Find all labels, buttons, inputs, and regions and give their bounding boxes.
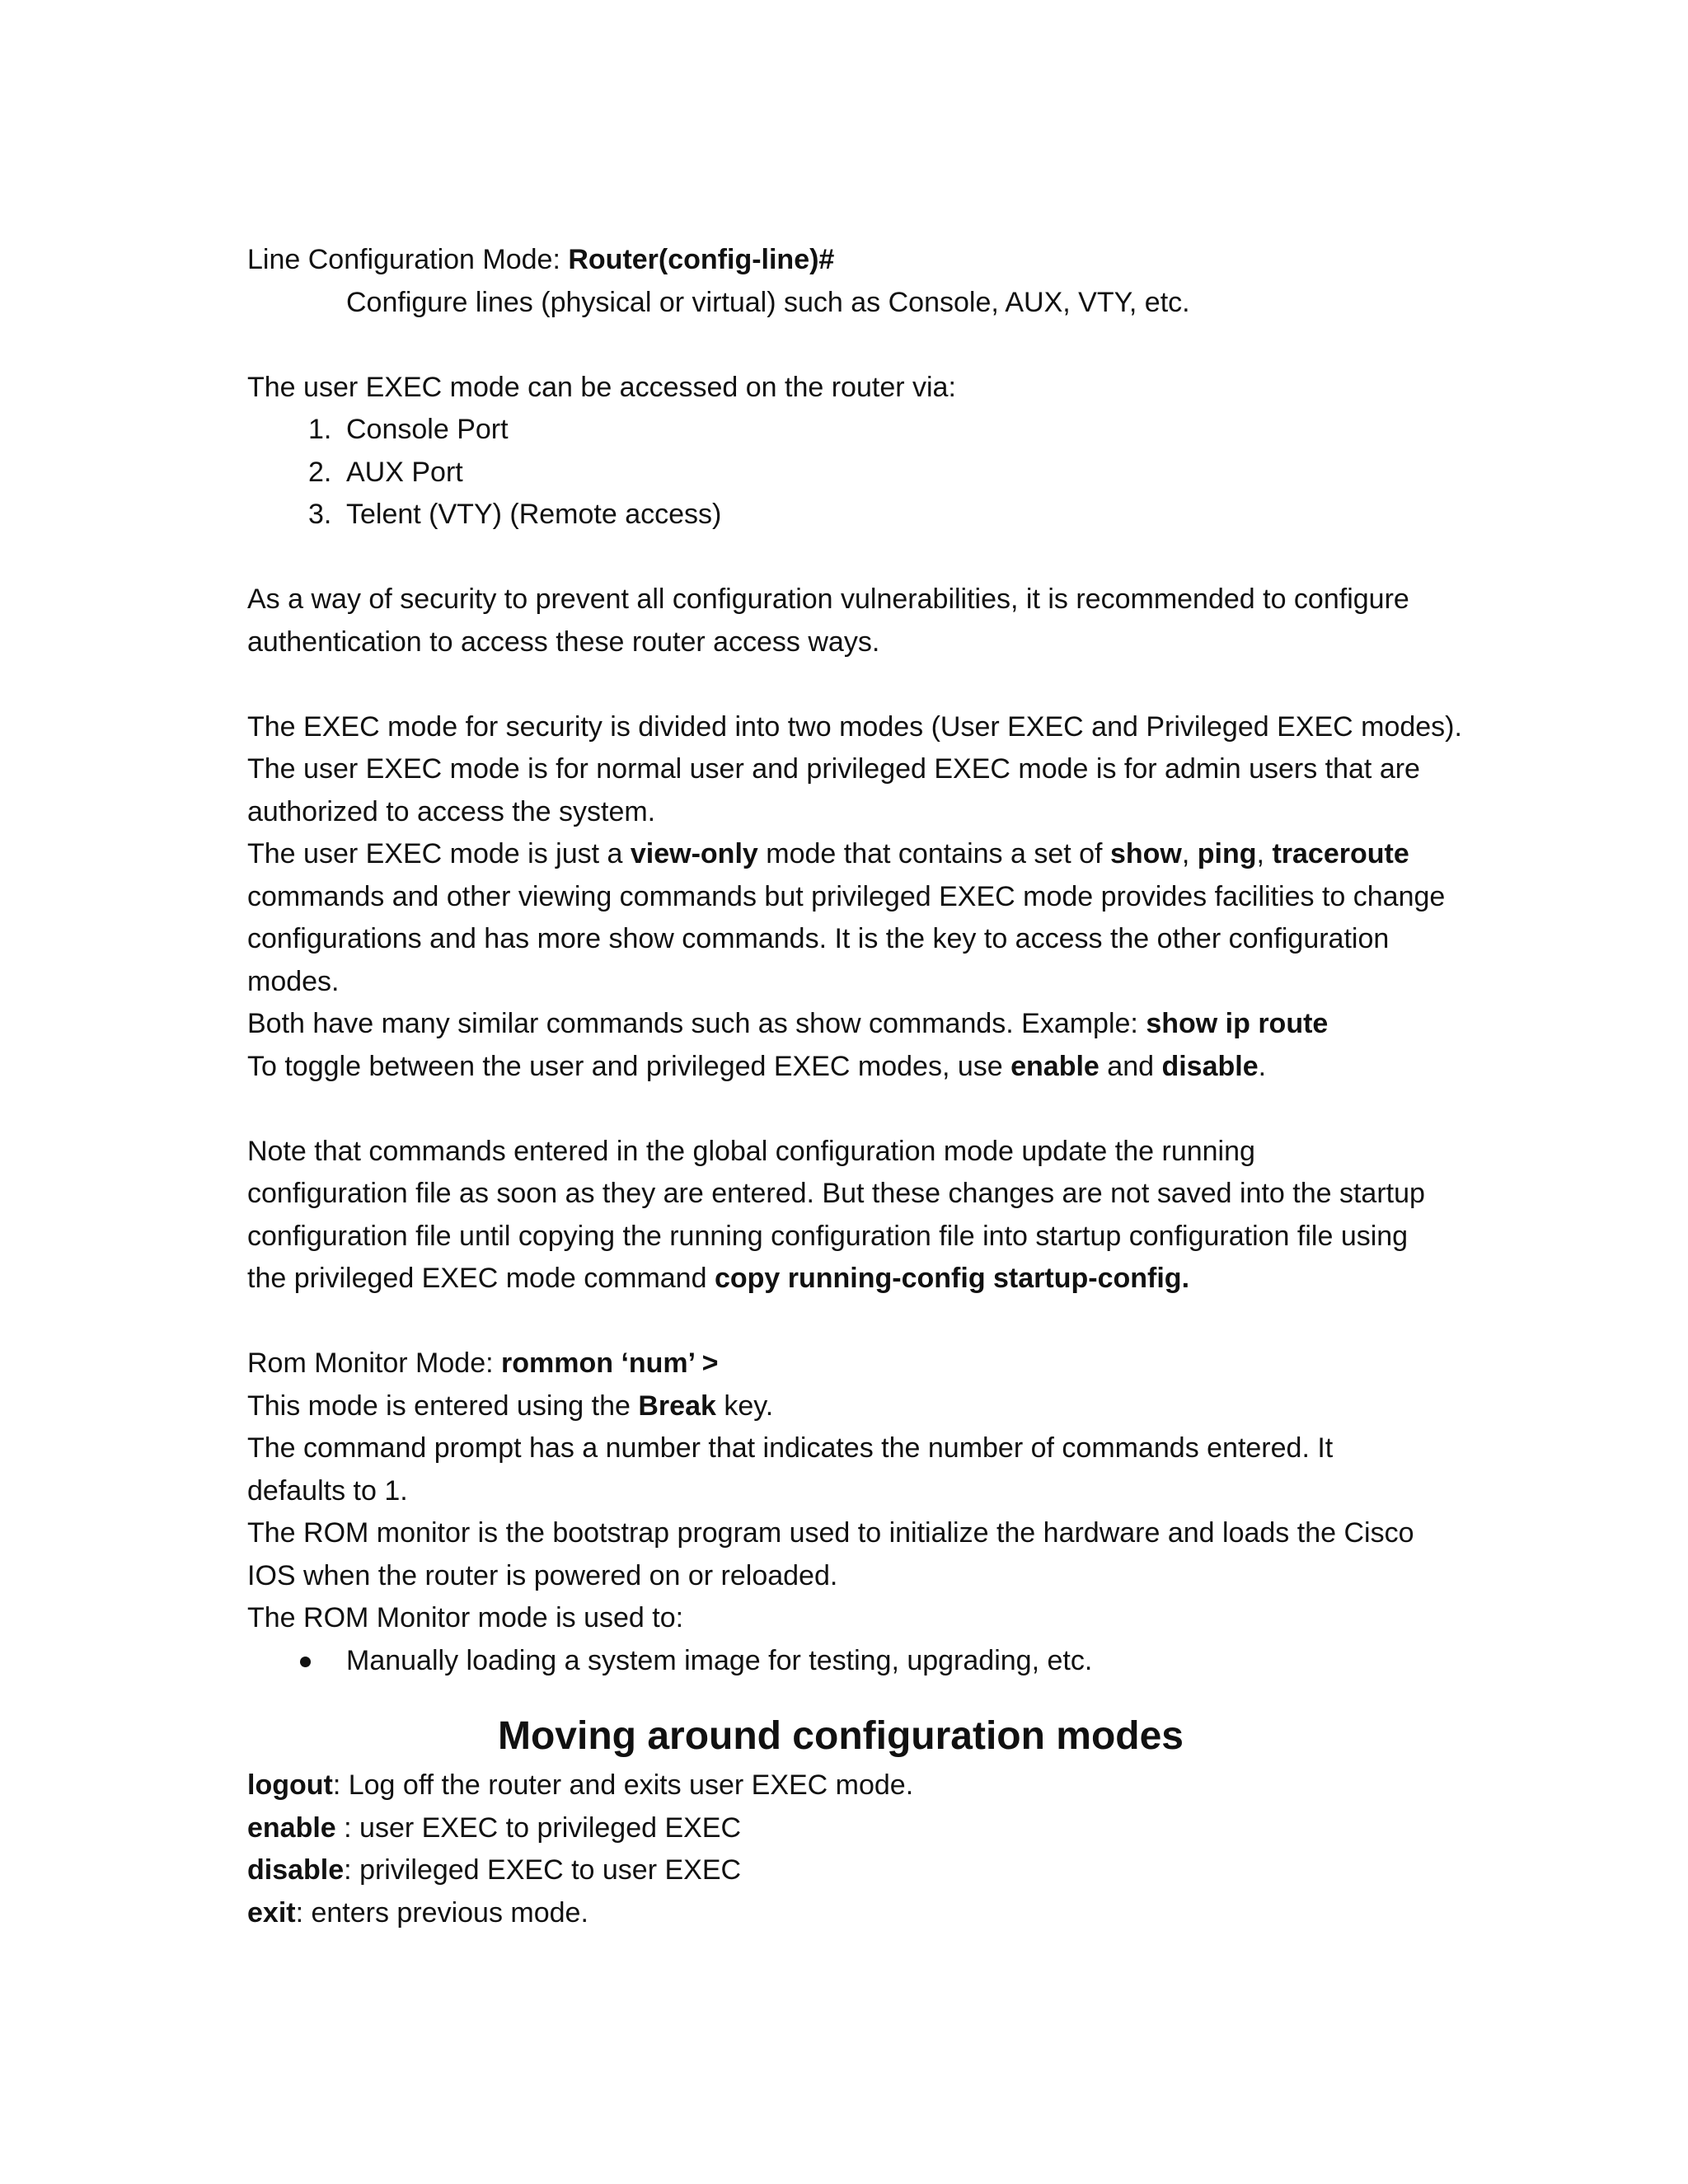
disable-term: disable	[1161, 1050, 1259, 1082]
exec-paragraph-line: To toggle between the user and privileged EXEC modes, use enable and disable.	[247, 1050, 1267, 1082]
rom-paragraph-line: The ROM Monitor mode is used to:	[247, 1602, 684, 1633]
access-intro: The user EXEC mode can be accessed on the router via:	[247, 371, 956, 403]
rom-paragraph-line: The ROM monitor is the bootstrap program used to initialize the hardware and loads the Cisco	[247, 1517, 1414, 1549]
show-term: show	[1109, 838, 1182, 869]
view-only-term: view-only	[630, 838, 758, 869]
list-item-text: Telent (VTY) (Remote access)	[346, 499, 722, 530]
exec-paragraph-line: authorized to access the system.	[247, 795, 656, 827]
command-description: : Log off the router and exits user EXEC mode.	[332, 1769, 914, 1801]
rommon-prompt: rommon ‘num’ >	[501, 1347, 719, 1379]
break-key-term: Break	[638, 1390, 716, 1422]
command-item	[247, 1807, 1451, 1850]
list-item-text: AUX Port	[346, 456, 463, 488]
bullet-icon	[247, 1640, 346, 1683]
bullet-item-text: Manually loading a system image for testing, upgrading, etc.	[346, 1644, 1093, 1676]
spacer	[247, 1088, 1451, 1131]
command-description: : enters previous mode.	[295, 1896, 588, 1929]
note-paragraph-line: configuration file until copying the running configuration file into startup configuration file using	[247, 1220, 1409, 1252]
exec-paragraph-line: commands and other viewing commands but privileged EXEC mode provides facilities to change	[247, 880, 1446, 912]
rom-heading: Rom Monitor Mode: rommon ‘num’ >	[247, 1347, 719, 1379]
command-item	[247, 1892, 1451, 1935]
document-page	[247, 239, 1462, 1934]
note-paragraph-line: the privileged EXEC mode command copy running-config startup-config.	[247, 1263, 1190, 1294]
rom-paragraph-line: IOS when the router is powered on or reloaded.	[247, 1559, 838, 1591]
security-paragraph-line: authentication to access these router access ways.	[247, 626, 880, 658]
spacer	[247, 663, 1451, 706]
exec-paragraph-line: The user EXEC mode is just a view-only mode that contains a set of show, ping, traceroute	[247, 838, 1409, 869]
list-item-text: Console Port	[346, 414, 509, 445]
list-item	[247, 452, 1451, 494]
spacer	[247, 537, 1451, 579]
line-config-prompt: Router(config-line)#	[568, 244, 835, 275]
exec-paragraph-line: The EXEC mode for security is divided into two modes (User EXEC and Privileged EXEC modes).	[247, 710, 1462, 743]
list-number: 1.	[308, 414, 332, 445]
ping-term: ping	[1197, 838, 1257, 869]
security-paragraph-line: As a way of security to prevent all configuration vulnerabilities, it is recommended to configure	[247, 583, 1409, 615]
command-name: logout	[247, 1769, 333, 1801]
spacer	[247, 1301, 1451, 1343]
exec-paragraph-line: configurations and has more show commands. It is the key to access the other configuration	[247, 923, 1390, 954]
command-description: : privileged EXEC to user EXEC	[344, 1854, 742, 1886]
list-number: 2.	[308, 456, 332, 488]
line-config-description: Configure lines (physical or virtual) such as Console, AUX, VTY, etc.	[346, 286, 1190, 318]
command-item	[247, 1765, 1451, 1807]
list-item	[247, 409, 1451, 452]
rom-paragraph-line: The command prompt has a number that indicates the number of commands entered. It	[247, 1432, 1334, 1464]
spacer	[247, 324, 1451, 367]
note-paragraph-line: Note that commands entered in the global configuration mode update the running	[247, 1135, 1255, 1167]
section-heading: Moving around configuration modes	[498, 1714, 1184, 1758]
command-item	[247, 1849, 1451, 1892]
enable-term: enable	[1010, 1050, 1100, 1082]
exec-paragraph-line: The user EXEC mode is for normal user and privileged EXEC mode is for admin users that are	[247, 753, 1420, 785]
copy-command-term: copy running-config startup-config.	[714, 1263, 1190, 1294]
traceroute-term: traceroute	[1272, 838, 1409, 869]
command-name: enable	[247, 1811, 336, 1844]
command-name: exit	[247, 1896, 296, 1929]
rom-paragraph-line: defaults to 1.	[247, 1474, 408, 1507]
line-config-label: Line Configuration Mode:	[247, 244, 569, 275]
list-item	[247, 494, 1451, 537]
rom-paragraph-line: This mode is entered using the Break key.	[247, 1390, 774, 1422]
show-ip-route-term: show ip route	[1146, 1008, 1329, 1039]
note-paragraph-line: configuration file as soon as they are entered. But these changes are not saved into the startup	[247, 1178, 1425, 1209]
bullet-list-item	[247, 1640, 1451, 1683]
command-description: : user EXEC to privileged EXEC	[335, 1811, 742, 1844]
exec-paragraph-line: modes.	[247, 965, 340, 997]
exec-paragraph-line: Both have many similar commands such as show commands. Example: show ip route	[247, 1008, 1329, 1039]
line-config-heading	[247, 239, 1451, 282]
command-name: disable	[247, 1854, 345, 1886]
list-number: 3.	[308, 499, 332, 530]
